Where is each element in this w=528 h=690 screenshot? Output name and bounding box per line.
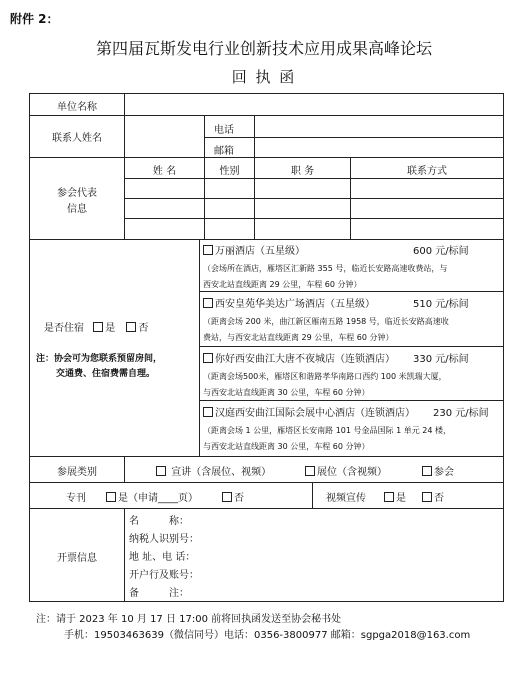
participation-option-label: 参会 [434,467,454,478]
hotel-name: 万丽酒店（五星级） [215,246,305,257]
hotel-price: 600 元/标间 [413,246,469,257]
lodging-label: 是否住宿 [44,323,84,334]
checkbox-icon [384,492,394,502]
journal-yes-label: 是（申请 [118,493,158,504]
hotel-name: 汉庭西安曲江国际会展中心酒店（连锁酒店） [215,408,415,419]
lodging-no-option[interactable] [126,323,148,334]
video-yes-option[interactable] [384,489,406,504]
checkbox-icon [305,466,315,476]
representative-row-3[interactable] [126,220,502,237]
hotel-description-2: 与西安北站直线距离 30 公里，车程 60 分钟） [203,442,370,451]
column-header-position: 职 务 [290,166,315,177]
hotel-option-4[interactable] [203,404,501,452]
journal-no-label: 否 [234,493,244,504]
lodging-yes-label: 是 [105,323,116,334]
unit-name-label: 单位名称 [57,102,97,113]
phone-label: 电话 [214,125,234,136]
journal-no-option[interactable] [222,489,244,504]
checkbox-icon [93,322,103,332]
lodging-note-line-1: 注：协会可为您联系预留房间， [36,354,163,364]
representative-row-2[interactable] [126,200,502,217]
lodging-no-label: 否 [138,323,149,334]
invoice-fields [129,513,199,603]
hotel-description: （距离会场 1 公里，雁塔区长安南路 101 号金品国际 1 单元 24 楼， [203,426,451,435]
hotel-price: 510 元/标间 [413,299,469,310]
video-yes-label: 是 [396,493,406,504]
invoice-field-address-phone[interactable]: 地 址、电 话： [129,552,196,563]
document-subtitle: 回 执 函 [231,68,297,86]
invoice-field-remarks[interactable]: 备 注： [129,588,189,599]
checkbox-icon [222,492,232,502]
representative-row-1[interactable] [126,180,502,197]
invoice-field-bank-account[interactable]: 开户行及账号： [129,570,199,581]
video-label: 视频宣传 [326,493,366,504]
journal-yes-option[interactable] [106,489,198,504]
hotel-price: 230 元/标间 [433,408,489,419]
participation-option-label: 展位（含视频） [317,467,387,478]
column-header-contact: 联系方式 [407,166,447,177]
contact-name-label: 联系人姓名 [52,133,102,144]
hotel-option-2[interactable] [203,295,501,343]
participation-option-label: 宣讲（含展位、视频） [171,467,272,478]
representatives-label: 参会代表 [57,188,97,199]
email-label: 邮箱 [214,146,234,157]
journal-pages-blank[interactable]: ____ [158,493,178,504]
email-field[interactable] [256,139,501,156]
lodging-note-line-2: 交通费、住宿费需自理。 [56,369,156,379]
hotel-option-3[interactable] [203,350,501,398]
invoice-field-tax-id[interactable]: 纳税人识别号： [129,534,199,545]
hotel-description: （距离会场 200 米，曲江新区雁南五路 1958 号，临近长安路高速收 [203,317,449,326]
hotel-option-1[interactable] [203,242,501,290]
checkbox-icon [126,322,136,332]
checkbox-icon [156,466,166,476]
hotel-name: 你好西安曲江大唐不夜城店（连锁酒店） [215,354,395,365]
document-title: 第四届瓦斯发电行业创新技术应用成果高峰论坛 [95,39,432,58]
phone-field[interactable] [256,117,501,135]
hotel-description-2: 与西安北站直线距离 30 公里，车程 60 分钟） [203,388,370,397]
invoice-label: 开票信息 [57,553,97,564]
hotel-description: （会场所在酒店，雁塔区汇新路 355 号，临近长安路高速收费站，与 [203,264,448,273]
column-header-gender: 性别 [219,166,240,177]
hotel-description-2: 费站，与西安北站直线距离 29 公里，车程 60 分钟） [203,333,394,342]
checkbox-icon [203,353,213,363]
journal-pages-label: 页） [178,493,198,504]
attachment-label: 附件 2： [10,12,59,26]
footer-note: 注：请于 2023 年 10 月 17 日 17:00 前将回执函发送至协会秘书处 [36,614,342,625]
hotel-name: 西安皇苑华美达广场酒店（五星级） [215,299,375,310]
lodging-yes-option[interactable] [93,323,115,334]
unit-name-field[interactable] [126,96,500,113]
video-no-label: 否 [434,493,444,504]
participation-option-2[interactable] [305,463,387,478]
checkbox-icon [422,492,432,502]
column-header-name: 姓 名 [152,166,177,177]
hotel-price: 330 元/标间 [413,354,469,365]
invoice-field-name[interactable]: 名 称： [129,516,189,527]
hotel-description-2: 西安北站直线距离 29 公里，车程 60 分钟） [203,280,362,289]
journal-label: 专刊 [66,493,86,504]
participation-option-3[interactable] [422,463,454,478]
contact-name-field[interactable] [126,118,202,155]
hotel-description: （距离会场500米，雁塔区和谐路孝华南路口西约 100 米凯瑞大厦， [203,372,447,381]
footer-contact: 手机：19503463639（微信同号）电话：0356-3800977 邮箱：sgpga2018@163.com [64,630,471,641]
checkbox-icon [203,298,213,308]
checkbox-icon [106,492,116,502]
checkbox-icon [203,245,213,255]
participation-label: 参展类别 [57,467,97,478]
lodging-question [44,319,148,334]
representatives-label-2: 信息 [67,204,87,215]
participation-option-1[interactable] [156,463,271,478]
checkbox-icon [422,466,432,476]
video-no-option[interactable] [422,489,444,504]
checkbox-icon [203,407,213,417]
